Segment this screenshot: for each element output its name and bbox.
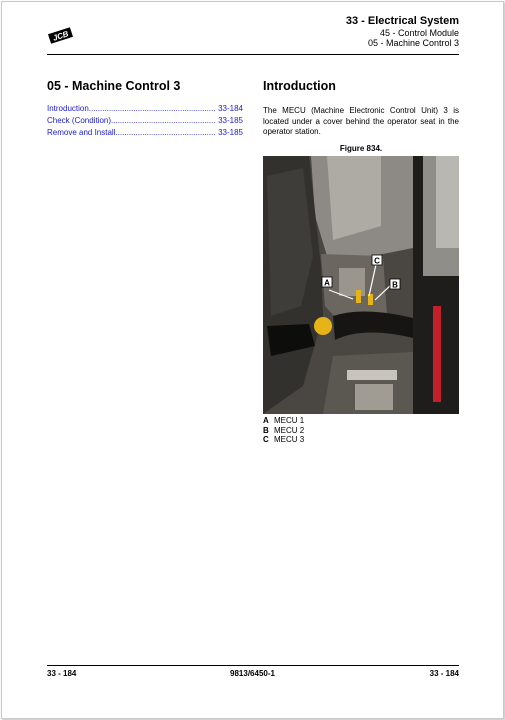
toc-leader [111,115,216,127]
toc-leader [115,127,216,139]
legend-item [263,416,304,426]
page-header [346,15,459,48]
figure-legend [263,416,304,445]
svg-text:A: A [324,278,330,288]
toc-page: 33-184 [218,104,243,113]
legend-key: C [263,435,269,444]
jcb-logo [47,27,74,44]
section-title: 33 - Electrical System [345,15,459,27]
toc-page: 33-185 [218,116,243,125]
toc-link-check-condition[interactable] [47,115,243,127]
introduction-heading: Introduction [263,79,336,93]
legend-item [263,435,304,445]
svg-text:C: C [374,256,380,266]
table-of-contents [47,103,243,139]
legend-text: MECU 2 [274,425,305,435]
callout-b [390,279,400,289]
mecu-location-photo [263,156,459,414]
logo-text: JCB [51,29,70,43]
introduction-text: The MECU (Machine Electronic Control Unit) 3 is located under a cover behind the operator seat in the operator station. [263,106,459,136]
section-heading: 05 - Machine Control 3 [47,79,181,93]
legend-item [263,426,304,436]
footer-document-number: 9813/6450-1 [230,669,275,678]
header-rule [47,54,459,55]
footer-rule [47,665,459,666]
figure-caption: Figure 834. [339,144,383,153]
topic-title: 05 - Machine Control 3 [367,38,459,48]
toc-leader [89,103,216,115]
callout-a [322,277,332,287]
toc-label: Remove and Install [47,128,116,137]
toc-link-remove-and-install[interactable] [47,127,243,139]
toc-link-introduction[interactable] [47,103,243,115]
footer-page-left: 33 - 184 [47,669,77,678]
legend-text: MECU 1 [274,416,305,425]
toc-label: Introduction [47,104,89,113]
toc-label: Check (Condition) [47,116,112,125]
legend-text: MECU 3 [274,435,305,444]
legend-key: B [263,425,269,435]
callout-c [372,255,382,265]
subsection-title: 45 - Control Module [379,28,459,38]
footer-page-right: 33 - 184 [429,669,459,678]
legend-key: A [263,416,269,425]
svg-text:B: B [392,280,398,290]
toc-page: 33-185 [218,128,243,137]
